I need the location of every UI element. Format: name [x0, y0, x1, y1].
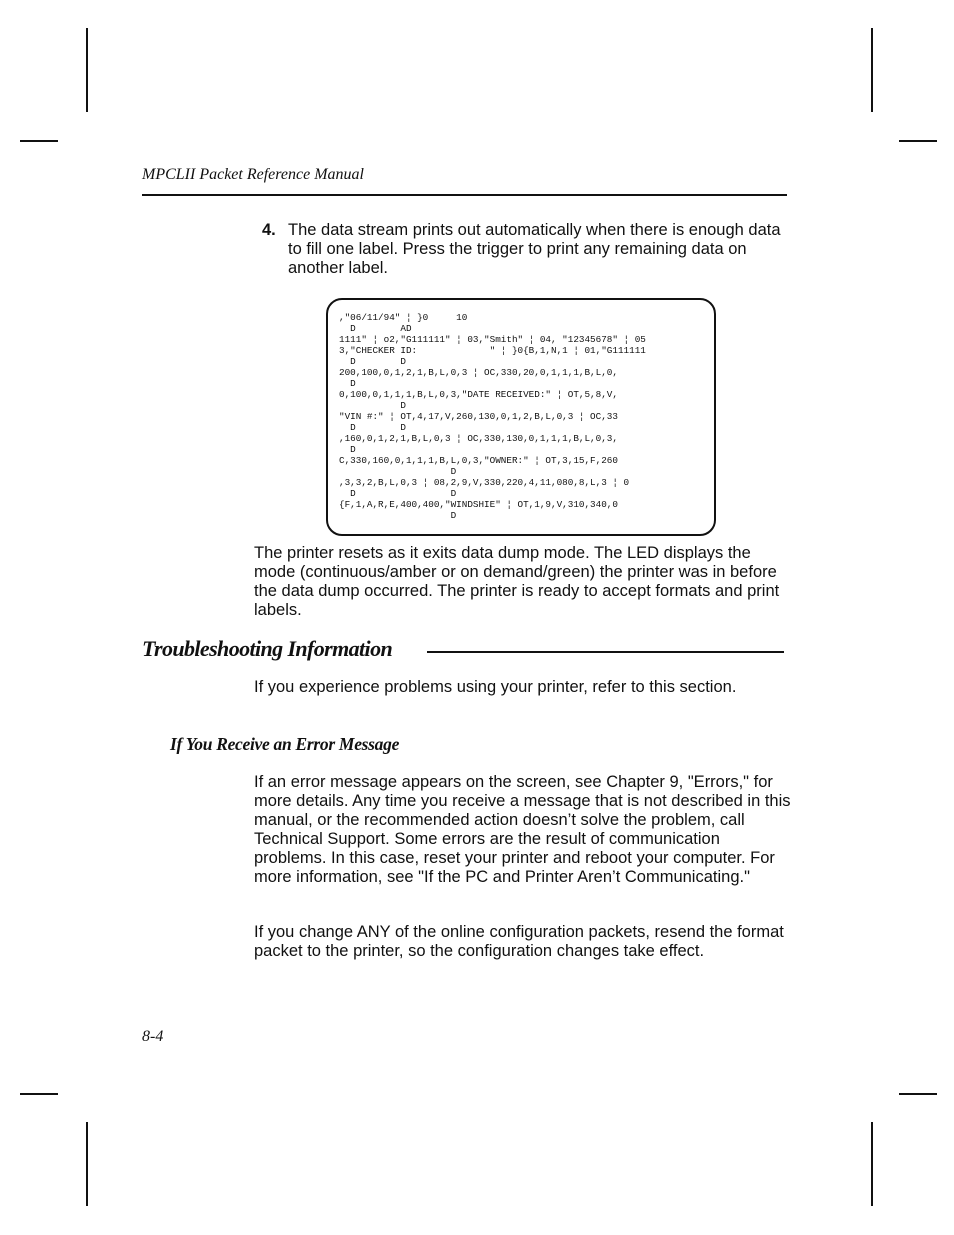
- section-rule: [427, 651, 784, 653]
- crop-mark: [86, 1122, 88, 1206]
- subsection-title: If You Receive an Error Message: [170, 734, 400, 754]
- page-number: 8-4: [142, 1028, 164, 1045]
- code-line: C,330,160,0,1,1,1,B,L,0,3,"OWNER:" ¦ OT,3,15,F,260: [339, 455, 618, 466]
- step-text: The data stream prints out automatically when there is enough data to fill one label. Press the trigger to print any remaining data on another label.: [288, 221, 781, 277]
- code-line: D: [339, 466, 457, 477]
- code-line: D D: [339, 488, 457, 499]
- code-line: 200,100,0,1,2,1,B,L,0,3 ¦ OC,330,20,0,1,1,1,B,L,0,: [339, 367, 618, 378]
- crop-mark: [871, 1122, 873, 1206]
- data-stream-sample: [326, 298, 716, 536]
- crop-mark: [86, 28, 88, 112]
- code-line: 0,100,0,1,1,1,B,L,0,3,"DATE RECEIVED:" ¦ OT,5,8,V,: [339, 389, 618, 400]
- crop-mark: [871, 28, 873, 112]
- paragraph-error-message: If an error message appears on the screen, see Chapter 9, "Errors," for more details. Any time you receive a message that is not described in this manual, or the recommended action doesn’t solve the problem, call Technical Support. Some errors are the result of communication problems. In this case, reset your printer and reboot your computer. For more information, see "If the PC and Printer Aren’t Communicating.": [254, 773, 791, 886]
- code-line: D: [339, 378, 356, 389]
- code-line: D: [339, 444, 356, 455]
- code-line: D D: [339, 422, 406, 433]
- crop-mark: [20, 1093, 58, 1095]
- code-line: ,3,3,2,B,L,0,3 ¦ 08,2,9,V,330,220,4,11,080,8,L,3 ¦ 0: [339, 477, 630, 488]
- crop-mark: [899, 1093, 937, 1095]
- code-line: D D: [339, 356, 406, 367]
- paragraph-printer-reset: The printer resets as it exits data dump mode. The LED displays the mode (continuous/amber or on demand/green) the printer was in before the data dump occurred. The printer is ready to accept formats and print labels.: [254, 544, 780, 619]
- step-number: 4.: [262, 221, 276, 239]
- code-line: {F,1,A,R,E,400,400,"WINDSHIE" ¦ OT,1,9,V,310,340,0: [339, 499, 618, 510]
- crop-mark: [20, 140, 58, 142]
- code-line: 3,"CHECKER ID: " ¦ }0{B,1,N,1 ¦ 01,"G111111: [339, 345, 646, 356]
- section-title: Troubleshooting Information: [142, 636, 393, 661]
- running-header: MPCLII Packet Reference Manual: [142, 166, 364, 183]
- header-rule: [142, 194, 787, 196]
- crop-mark: [899, 140, 937, 142]
- paragraph-config-change: If you change ANY of the online configuration packets, resend the format packet to the printer, so the configuration changes take effect.: [254, 923, 784, 960]
- code-line: "VIN #:" ¦ OT,4,17,V,260,130,0,1,2,B,L,0,3 ¦ OC,33: [339, 411, 618, 422]
- code-line: D: [339, 510, 457, 521]
- code-line: D AD: [339, 323, 412, 334]
- code-line: ,"06/11/94" ¦ }0 10: [339, 312, 468, 323]
- code-line: ,160,0,1,2,1,B,L,0,3 ¦ OC,330,130,0,1,1,1,B,L,0,3,: [339, 433, 618, 444]
- code-line: 1111" ¦ o2,"G111111" ¦ 03,"Smith" ¦ 04, "12345678" ¦ 05: [339, 334, 646, 345]
- code-line: D: [339, 400, 406, 411]
- paragraph-intro: If you experience problems using your printer, refer to this section.: [254, 678, 737, 696]
